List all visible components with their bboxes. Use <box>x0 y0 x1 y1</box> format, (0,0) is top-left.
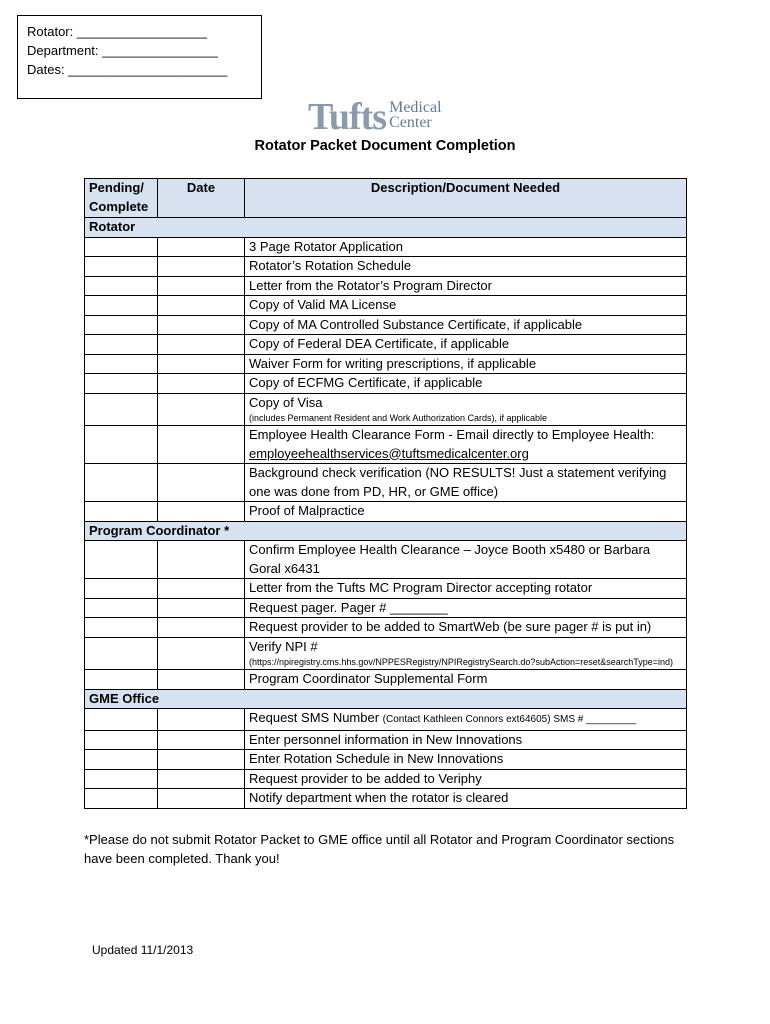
description-cell: Request provider to be added to Veriphy <box>245 769 687 789</box>
updated-date: Updated 11/1/2013 <box>92 943 194 957</box>
date-cell[interactable] <box>158 789 245 809</box>
status-cell[interactable] <box>85 393 158 426</box>
table-row <box>85 374 687 394</box>
date-cell[interactable] <box>158 637 245 670</box>
status-cell[interactable] <box>85 769 158 789</box>
table-row <box>85 502 687 522</box>
table-row <box>85 315 687 335</box>
tufts-medical-center-logo <box>308 96 442 138</box>
section-label: Rotator <box>85 218 687 238</box>
status-cell[interactable] <box>85 296 158 316</box>
status-cell[interactable] <box>85 598 158 618</box>
section-row-program-coordinator <box>85 521 687 541</box>
description-cell: Confirm Employee Health Clearance – Joyce Booth x5480 or Barbara Goral x6431 <box>245 541 687 579</box>
date-cell[interactable] <box>158 276 245 296</box>
table-row <box>85 579 687 599</box>
date-cell[interactable] <box>158 750 245 770</box>
table-row <box>85 670 687 690</box>
description-cell: Rotator’s Rotation Schedule <box>245 257 687 277</box>
table-row <box>85 257 687 277</box>
table-row <box>85 464 687 502</box>
table-row <box>85 709 687 731</box>
table-row <box>85 789 687 809</box>
date-cell[interactable] <box>158 257 245 277</box>
date-cell[interactable] <box>158 393 245 426</box>
status-cell[interactable] <box>85 354 158 374</box>
dates-field: Dates: ______________________ <box>27 62 228 77</box>
status-cell[interactable] <box>85 579 158 599</box>
status-cell[interactable] <box>85 276 158 296</box>
sms-note: (Contact Kathleen Connors ext64605) SMS # _________ <box>382 714 637 725</box>
date-cell[interactable] <box>158 579 245 599</box>
description-cell: Letter from the Rotator’s Program Director <box>245 276 687 296</box>
verify-npi-text: Verify NPI # <box>249 638 318 654</box>
description-cell <box>245 637 687 670</box>
logo-subtitle <box>389 100 441 130</box>
table-row <box>85 769 687 789</box>
date-cell[interactable] <box>158 541 245 579</box>
date-cell[interactable] <box>158 237 245 257</box>
employee-health-email-link[interactable]: employeehealthservices@tuftsmedicalcenter.org <box>249 445 529 461</box>
section-label: GME Office <box>85 689 687 709</box>
date-cell[interactable] <box>158 464 245 502</box>
date-cell[interactable] <box>158 598 245 618</box>
date-cell[interactable] <box>158 335 245 355</box>
header-status: Pending/ Complete <box>85 179 158 218</box>
table-row <box>85 541 687 579</box>
description-cell: Waiver Form for writing prescriptions, if applicable <box>245 354 687 374</box>
description-cell: Background check verification (NO RESULTS! Just a statement verifying one was done from PD, HR, or GME office) <box>245 464 687 502</box>
header-date: Date <box>158 179 245 218</box>
department-field: Department: ________________ <box>27 43 218 58</box>
date-cell[interactable] <box>158 374 245 394</box>
date-cell[interactable] <box>158 769 245 789</box>
logo-brand: Tufts <box>308 96 387 138</box>
description-cell: Copy of Federal DEA Certificate, if applicable <box>245 335 687 355</box>
table-row <box>85 237 687 257</box>
table-header-row <box>85 179 687 218</box>
status-cell[interactable] <box>85 670 158 690</box>
section-row-rotator <box>85 218 687 238</box>
table-row <box>85 618 687 638</box>
status-cell[interactable] <box>85 541 158 579</box>
date-cell[interactable] <box>158 502 245 522</box>
table-row <box>85 750 687 770</box>
status-cell[interactable] <box>85 637 158 670</box>
status-cell[interactable] <box>85 257 158 277</box>
status-cell[interactable] <box>85 502 158 522</box>
table-row <box>85 335 687 355</box>
date-cell[interactable] <box>158 709 245 731</box>
status-cell[interactable] <box>85 709 158 731</box>
page-title: Rotator Packet Document Completion <box>254 138 516 154</box>
table-row <box>85 393 687 426</box>
description-cell <box>245 393 687 426</box>
date-cell[interactable] <box>158 296 245 316</box>
status-cell[interactable] <box>85 730 158 750</box>
description-cell: Enter personnel information in New Innovations <box>245 730 687 750</box>
description-cell: Copy of ECFMG Certificate, if applicable <box>245 374 687 394</box>
date-cell[interactable] <box>158 618 245 638</box>
submission-note: *Please do not submit Rotator Packet to GME office until all Rotator and Program Coordinator sections have been completed. Thank you! <box>84 832 675 866</box>
description-cell: Program Coordinator Supplemental Form <box>245 670 687 690</box>
description-cell: Request pager. Pager # ________ <box>245 598 687 618</box>
table-row <box>85 296 687 316</box>
date-cell[interactable] <box>158 730 245 750</box>
description-cell: Letter from the Tufts MC Program Director accepting rotator <box>245 579 687 599</box>
date-cell[interactable] <box>158 670 245 690</box>
status-cell[interactable] <box>85 335 158 355</box>
status-cell[interactable] <box>85 315 158 335</box>
table-row <box>85 598 687 618</box>
date-cell[interactable] <box>158 354 245 374</box>
description-cell: Proof of Malpractice <box>245 502 687 522</box>
description-cell <box>245 709 687 731</box>
description-cell: Notify department when the rotator is cleared <box>245 789 687 809</box>
description-cell <box>245 426 687 464</box>
section-label: Program Coordinator * <box>85 521 687 541</box>
status-cell[interactable] <box>85 374 158 394</box>
description-cell: Copy of Valid MA License <box>245 296 687 316</box>
table-row <box>85 354 687 374</box>
status-cell[interactable] <box>85 237 158 257</box>
status-cell[interactable] <box>85 618 158 638</box>
description-cell: Request provider to be added to SmartWeb (be sure pager # is put in) <box>245 618 687 638</box>
date-cell[interactable] <box>158 426 245 464</box>
logo-line1: Medical <box>389 99 442 116</box>
status-cell[interactable] <box>85 464 158 502</box>
description-cell: 3 Page Rotator Application <box>245 237 687 257</box>
sms-text: Request SMS Number <box>249 710 383 725</box>
table-row <box>85 637 687 670</box>
table-row <box>85 426 687 464</box>
visa-note: (includes Permanent Resident and Work Authorization Cards), if applicable <box>249 413 547 423</box>
logo-line2: Center <box>389 114 432 131</box>
table-row <box>85 276 687 296</box>
date-cell[interactable] <box>158 315 245 335</box>
table-row <box>85 730 687 750</box>
health-clearance-text: Employee Health Clearance Form - Email directly to Employee Health: <box>249 427 655 442</box>
description-cell: Enter Rotation Schedule in New Innovations <box>245 750 687 770</box>
visa-text: Copy of Visa <box>249 394 323 410</box>
rotator-info-box <box>17 15 262 99</box>
status-cell[interactable] <box>85 750 158 770</box>
description-cell: Copy of MA Controlled Substance Certificate, if applicable <box>245 315 687 335</box>
npi-registry-url: (https://npiregistry.cms.hhs.gov/NPPESRegistry/NPIRegistrySearch.do?subAction=reset&searchType=ind) <box>249 657 674 667</box>
header-description: Description/Document Needed <box>245 179 687 218</box>
checklist-table <box>84 178 687 809</box>
rotator-field: Rotator: __________________ <box>27 24 207 39</box>
status-cell[interactable] <box>85 426 158 464</box>
status-cell[interactable] <box>85 789 158 809</box>
section-row-gme-office <box>85 689 687 709</box>
